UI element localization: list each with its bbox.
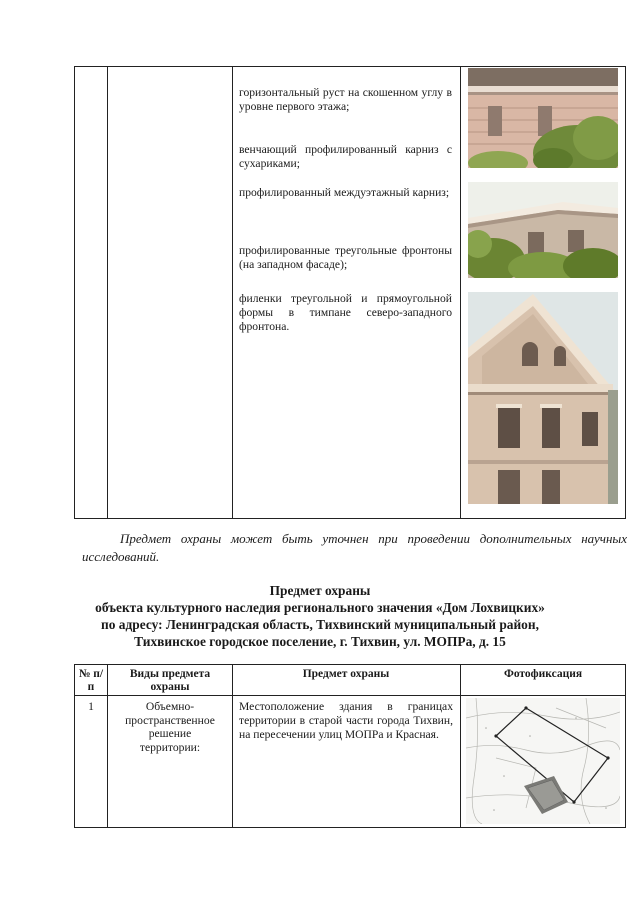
row-type: Объемно-пространственное решение территории: [125, 700, 215, 754]
row-num: 1 [88, 700, 94, 713]
photo-pediment [468, 292, 618, 504]
header-types: Виды предмета охраны [129, 668, 211, 693]
header-subject: Предмет охраны [302, 668, 390, 680]
note-content: Предмет охраны может быть уточнен при проведении дополнительных научных исследований. [82, 531, 627, 564]
feature-pediments: профилированные треугольные фронтоны (на западном фасаде); [239, 244, 452, 271]
photo-cornice [468, 182, 618, 278]
header-num: № п/п [78, 668, 104, 693]
header-photo: Фотофиксация [503, 668, 583, 680]
heading-line-3: по адресу: Ленинградская область, Тихвинский муниципальный район, [101, 617, 539, 632]
note-text [82, 530, 627, 566]
feature-panels: филенки треугольной и прямоугольной формы в тимпане северо-западного фронтона. [239, 292, 452, 333]
heading-line-1: Предмет охраны [269, 583, 371, 598]
heading-line-2: объекта культурного наследия регионального значения «Дом Лохвицких» [95, 600, 545, 615]
photo-rustication [468, 68, 618, 168]
feature-crowning-cornice: венчающий профилированный карниз с сухариками; [239, 143, 452, 170]
row-subject: Местоположение здания в границах территории в старой части города Тихвин, на пересечении улиц МОПРа и Красная. [239, 700, 453, 741]
feature-rustication: горизонтальный руст на скошенном углу в уровне первого этажа; [239, 86, 452, 113]
site-plan-map [466, 698, 620, 824]
feature-interfloor-cornice: профилированный междуэтажный карниз; [239, 186, 450, 199]
heading-line-4: Тихвинское городское поселение, г. Тихвин, ул. МОПРа, д. 15 [134, 634, 506, 649]
